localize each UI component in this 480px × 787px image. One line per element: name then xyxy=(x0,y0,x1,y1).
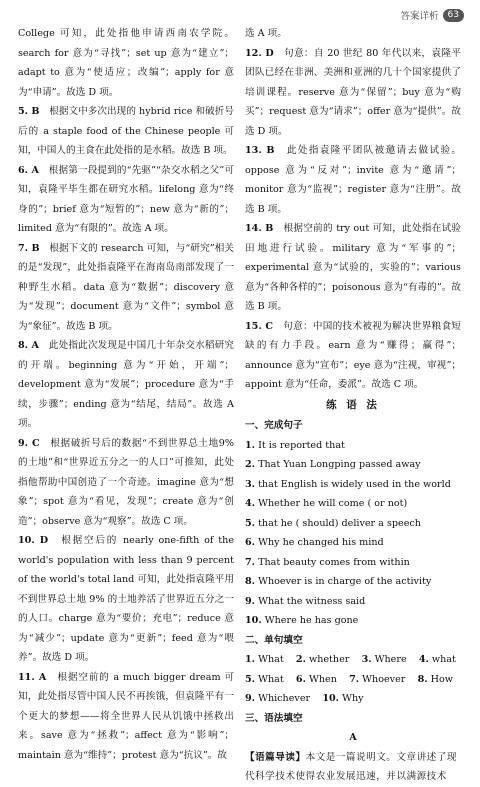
answer-paragraph: 7. B 根据下文的 research 可知，与“研究”相关的是“发现”，此处指袁隆平在海南岛南部发现了一种野生水稻。data 意为“数据”；discovery 意为“发现”；document 意为“文件”；symbol 意为“象征”。故选 B 项。 xyxy=(18,242,235,332)
answer-paragraph: 选 A 项。 xyxy=(245,28,287,39)
answer-paragraph: 10. D 根据空后的 nearly one-fifth of the world's population with less than 9 percent of the world's total land 可知，此处指袁隆平用不到世界总土地 9% 的土地养活了世界近五分之一的人口。charge 意为“要价；充电”；reduce 意为“减少”；update 意为“更新”；feed 意为“喂养”。故选 D 项。 xyxy=(18,535,235,663)
list-item: 3. that English is widely used in the world xyxy=(245,478,451,490)
list-item: 7. That beauty comes from within xyxy=(245,556,410,568)
answer-paragraph: 14. B 根据空前的 try out 可知，此处指在试验田地进行试验。military 意为“军事的”；experimental 意为“试验的，实验的”；various 意为“各种各样的”；poisonous 意为“有毒的”。故选 B 项。 xyxy=(245,223,462,312)
list-item: 9. What the witness said xyxy=(245,595,366,607)
answer-paragraph: 15. C 句意：中国的技术被视为解决世界粮食短缺的有力手段。earn 意为“赚得；赢得”；announce 意为“宣布”；eye 意为“注视，审视”；appoint 意为“任命，委派”。故选 C 项。 xyxy=(245,320,461,390)
reading-guide: 【语篇导读】本文是一篇说明文。文章讲述了现代科学技术使得农业发展迅速，并以满源技术 xyxy=(245,751,457,782)
left-column xyxy=(18,24,234,765)
page-header xyxy=(401,8,464,22)
answer-paragraph: 8. A 此处指此次发现是中国几十年杂交水稻研究的开端。beginning 意为“开始，开端”；development 意为“发展”；procedure 意为“手续，步骤”；ending 意为“结尾，结局”。故选 A 项。 xyxy=(18,340,235,429)
answer-row: 5. What 6. When 7. Whoever 8. How xyxy=(245,673,453,685)
passage-label: A xyxy=(349,732,357,743)
list-item: 4. Whether he will come ( or not) xyxy=(245,498,408,509)
list-item: 1. It is reported that xyxy=(245,439,345,451)
part-title: 一、完成句子 xyxy=(245,420,303,431)
page-number-badge: 63 xyxy=(443,9,464,22)
answer-paragraph: 5. B 根据文中多次出现的 hybrid rice 和破折号后的 a staple food of the Chinese people 可知，中国人的主食在此处指的是水稻。故选 B 项。 xyxy=(18,106,235,156)
answer-row: 9. Whichever 10. Why xyxy=(245,693,364,704)
section-title: 练 语 法 xyxy=(326,398,380,411)
list-item: 2. That Yuan Longping passed away xyxy=(245,459,421,470)
answer-paragraph: College 可知，此处指他申请西南农学院。search for 意为“寻找”；set up 意为“建立”；adapt to 意为“使适应；改编”；apply for 意为“申请”。故选 D 项。 xyxy=(18,28,234,98)
answer-row: 1. What 2. whether 3. Where 4. what xyxy=(245,654,456,665)
list-item: 8. Whoever is in charge of the activity xyxy=(245,576,432,587)
right-column xyxy=(245,24,461,787)
list-item: 5. that he ( should) deliver a speech xyxy=(245,517,421,529)
part-title: 三、语法填空 xyxy=(245,712,303,724)
header-label: 答案详析 xyxy=(400,11,439,22)
answer-paragraph: 6. A 根据第一段提到的“先驱”“杂交水稻之父”可知，袁隆平毕生都在研究水稻。lifelong 意为“终身的”；brief 意为“短暂的”；new 意为“新的”；limited 意为“有限的”。故选 A 项。 xyxy=(18,164,234,234)
part-title: 二、单句填空 xyxy=(245,634,303,646)
list-item: 10. Where he has gone xyxy=(245,615,359,626)
answer-paragraph: 11. A 根据空前的 a much bigger dream 可知，此处指尽管中国人民不再挨饿，但袁隆平有一个更大的梦想——将全世界人民从饥饿中拯救出来。save 意为“拯救”；affect 意为“影响”；maintain 意为“维持”；protest 意为“抗议”。故 xyxy=(18,671,235,761)
answer-paragraph: 13. B 此处指袁隆平团队被邀请去做试验。oppose 意为“反对”；invite 意为“邀请”；monitor 意为“监视”；register 意为“注册”。故选 B 项。 xyxy=(245,145,462,215)
answer-paragraph: 12. D 句意：自 20 世纪 80 年代以来，袁隆平团队已经在非洲、美洲和亚洲的几十个国家提供了培训课程。reserve 意为“保留”；buy 意为“购买”；request 意为“请求”；offer 意为“提供”。故选 D 项。 xyxy=(245,47,461,137)
answer-paragraph: 9. C 根据破折号后的数据“不到世界总土地9% 的土地”和“世界近五分之一的人口”可推知，此处指他帮助中国创造了一个奇迹。imagine 意为“想象”；spot 意为“看见，发现”；create 意为“创造”；observe 意为“观察”。故选 C 项。 xyxy=(18,437,235,527)
list-item: 6. Why he changed his mind xyxy=(245,537,384,548)
